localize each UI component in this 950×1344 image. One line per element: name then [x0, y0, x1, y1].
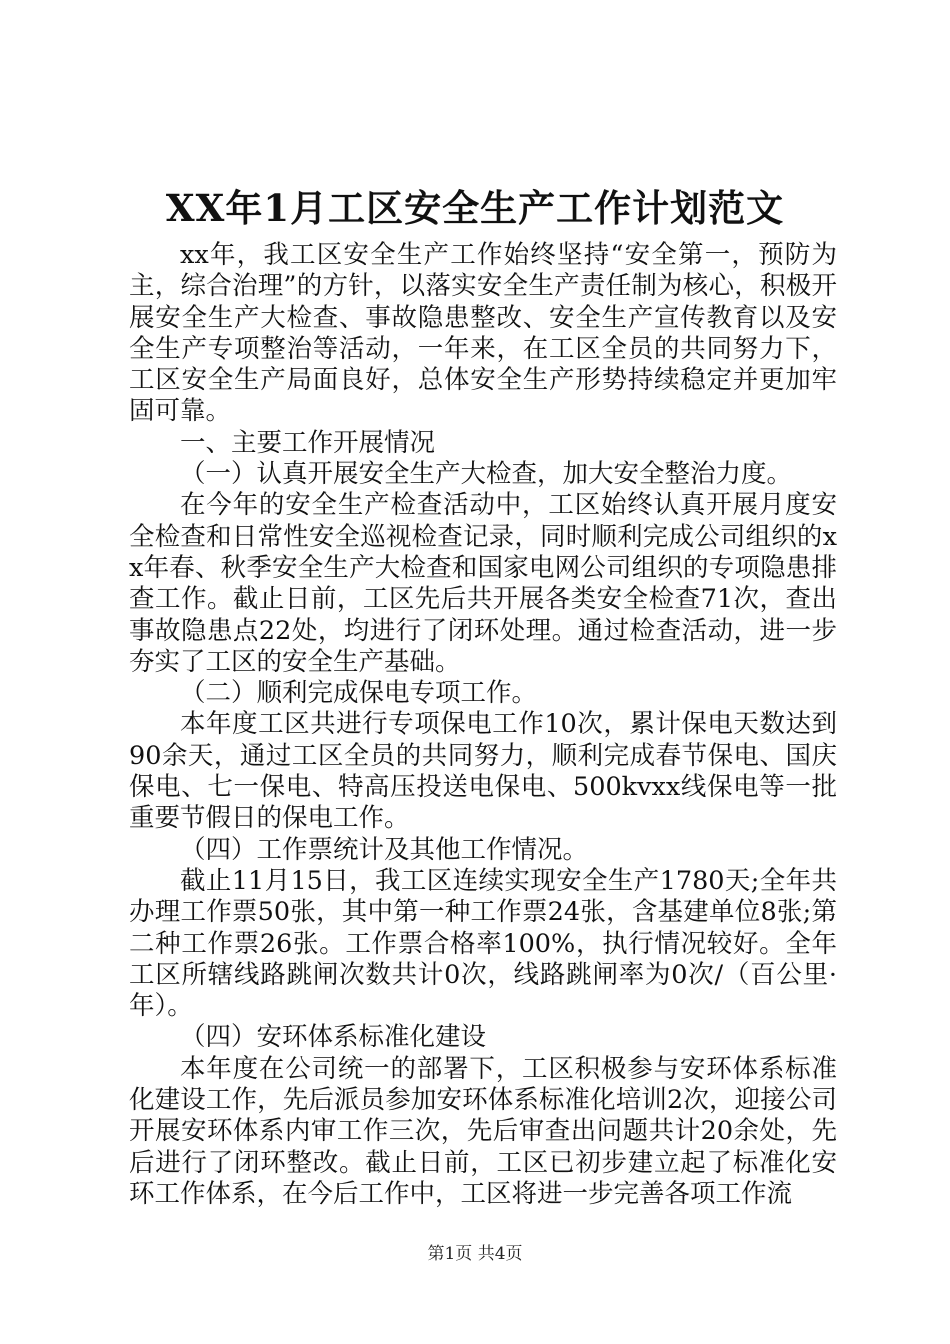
subsection-heading-standardization: （四）安环体系标准化建设	[180, 1022, 487, 1053]
power-guarantee-paragraph: 本年度工区共进行专项保电工作10次，累计保电天数达到90余天，通过工区全员的共同努力，顺利完成春节保电、国庆保电、七一保电、特高压投送电保电、500kvxx线保电等一批重要节假日的保电工作。	[129, 709, 837, 834]
subsection-heading-power-guarantee: （二）顺利完成保电专项工作。	[180, 678, 538, 709]
subsection-heading-safety-inspection: （一）认真开展安全生产大检查，加大安全整治力度。	[180, 459, 793, 490]
document-body	[129, 240, 837, 1210]
document-title: XX年1月工区安全生产工作计划范文	[165, 186, 785, 230]
intro-paragraph: xx年，我工区安全生产工作始终坚持“安全第一，预防为主，综合治理”的方针，以落实安全生产责任制为核心，积极开展安全生产大检查、事故隐患整改、安全生产宣传教育以及安全生产专项整治等活动，一年来，在工区全员的共同努力下，工区安全生产局面良好，总体安全生产形势持续稳定并更加牢固可靠。	[129, 240, 837, 427]
standardization-paragraph: 本年度在公司统一的部署下，工区积极参与安环体系标准化建设工作，先后派员参加安环体系标准化培训2次，迎接公司开展安环体系内审工作三次，先后审查出问题共计20余处，先后进行了闭环整改。截止日前，工区已初步建立起了标准化安环工作体系，在今后工作中，工区将进一步完善各项工作流	[129, 1053, 837, 1209]
work-tickets-paragraph: 截止11月15日，我工区连续实现安全生产1780天;全年共办理工作票50张，其中第一种工作票24张，含基建单位8张;第二种工作票26张。工作票合格率100%，执行情况较好。全年工区所辖线路跳闸次数共计0次，线路跳闸率为0次/（百公里·年）。	[129, 865, 837, 1022]
safety-inspection-paragraph: 在今年的安全生产检查活动中，工区始终认真开展月度安全检查和日常性安全巡视检查记录，同时顺利完成公司组织的xx年春、秋季安全生产大检查和国家电网公司组织的专项隐患排查工作。截止日前，工区先后共开展各类安全检查71次，查出事故隐患点22处，均进行了闭环处理。通过检查活动，进一步夯实了工区的安全生产基础。	[129, 490, 837, 677]
subsection-heading-work-tickets: （四）工作票统计及其他工作情况。	[180, 834, 589, 865]
section-heading-main-work: 一、主要工作开展情况	[180, 427, 436, 458]
page-footer: 第1页 共4页	[427, 1244, 523, 1264]
